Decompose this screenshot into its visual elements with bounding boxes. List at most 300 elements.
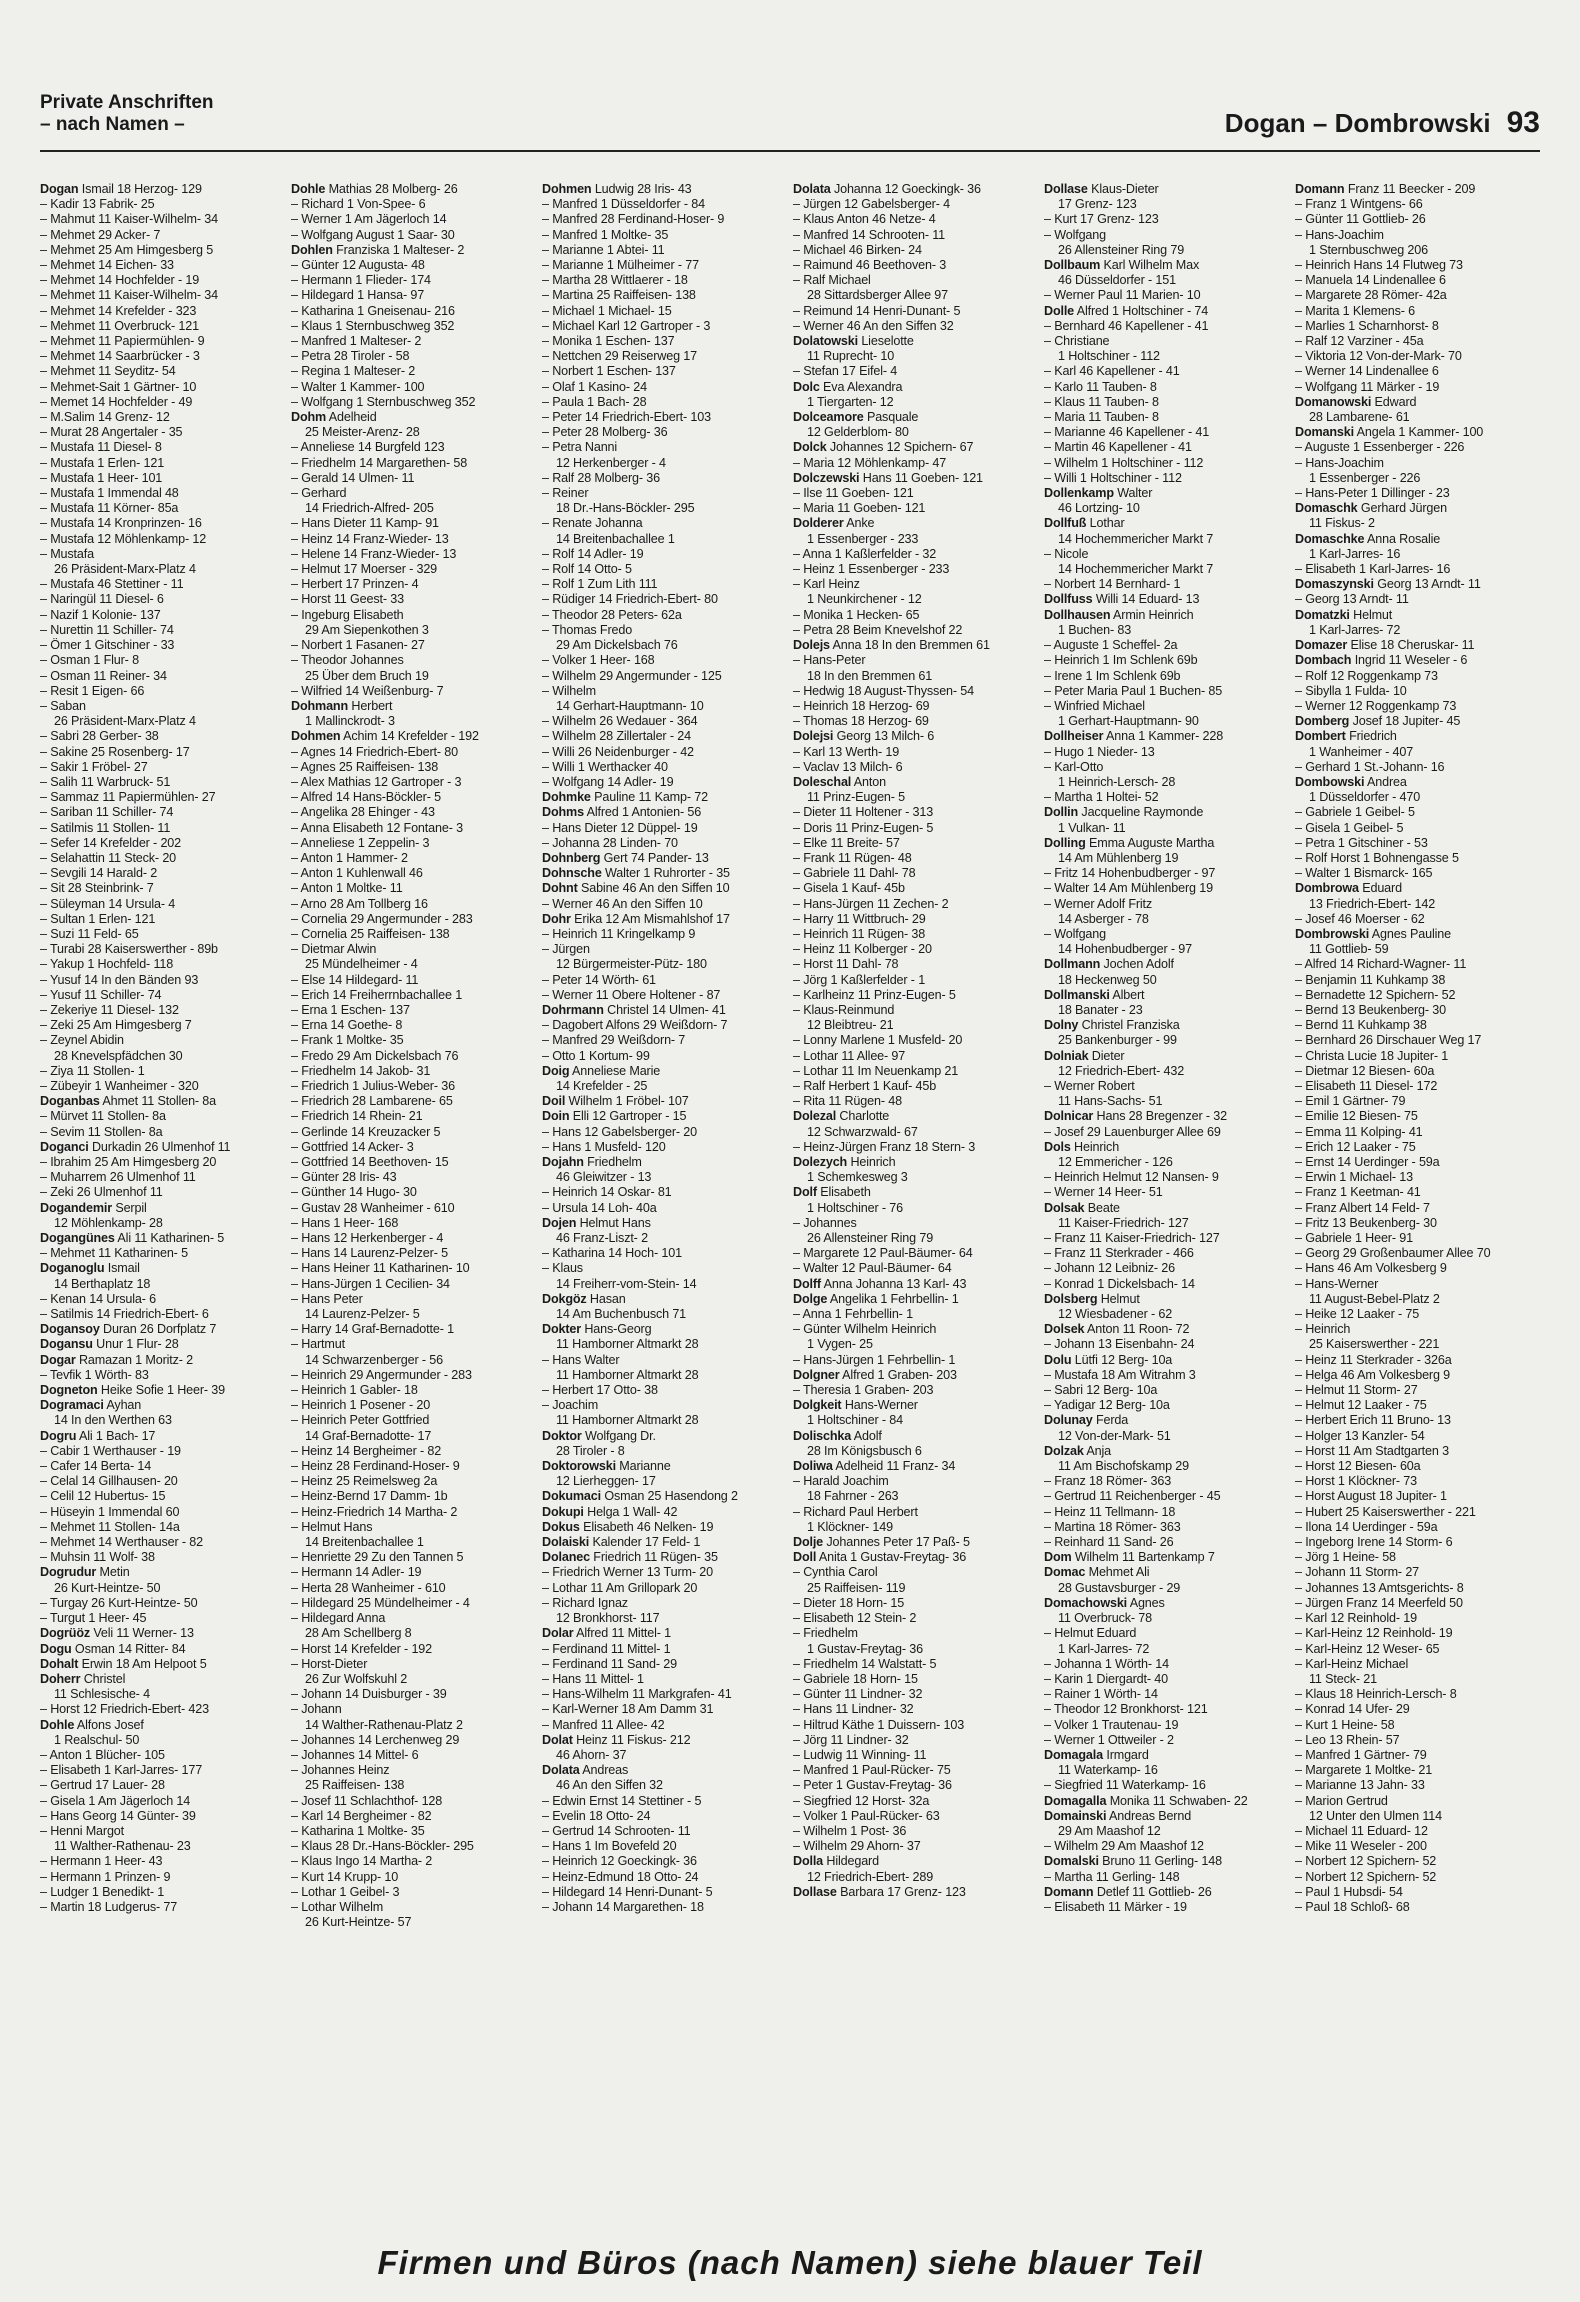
directory-entry: 11 Fiskus- 2 [1309, 516, 1375, 531]
surname: Doganbas [40, 1094, 100, 1109]
directory-entry: – Franz 1 Wintgens- 66 [1295, 197, 1423, 212]
directory-entry: – Selahattin 11 Steck- 20 [40, 850, 177, 865]
surname: Dolezal [793, 1109, 837, 1124]
directory-entry: – Walter 1 Kammer- 100 [291, 379, 425, 394]
directory-entry: – Norbert 12 Spichern- 52 [1295, 1869, 1437, 1884]
directory-entry: – Heinrich 1 Im Schlenk 69b [1044, 653, 1198, 668]
surname: Dolischka [793, 1428, 852, 1443]
directory-entry: Dolanec Friedrich 11 Rügen- 35 [542, 1550, 718, 1565]
directory-entry: – Horst 11 Geest- 33 [291, 592, 404, 607]
directory-entry: – Horst 12 Biesen- 60a [1295, 1459, 1421, 1474]
directory-entry: – Johanna 28 Linden- 70 [542, 835, 678, 850]
directory-entry: – Maria 11 Goeben- 121 [793, 501, 926, 516]
directory-entry: – Gertrud 17 Lauer- 28 [40, 1778, 165, 1793]
directory-entry: Dokgöz Hasan [542, 1291, 626, 1306]
directory-entry: – Klaus-Reinmund [793, 1002, 895, 1017]
header-rule [40, 150, 1540, 152]
directory-entry: – Karl-Heinz Michael [1295, 1656, 1409, 1671]
surname: Dokupi [542, 1504, 584, 1519]
surname: Dolatowski [793, 334, 858, 349]
surname: Dogru [40, 1428, 77, 1443]
directory-entry: – Henriette 29 Zu den Tannen 5 [291, 1550, 464, 1565]
directory-entry: Dolischka Adolf [793, 1428, 882, 1443]
surname: Dogneton [40, 1383, 98, 1398]
directory-entry: – Hans Dieter 11 Kamp- 91 [291, 516, 439, 531]
directory-entry: Dokter Hans-Georg [542, 1322, 652, 1337]
directory-entry: – Günter 12 Augusta- 48 [291, 258, 425, 273]
directory-entry: – Hedwig 18 August-Thyssen- 54 [793, 683, 975, 698]
page-number: 93 [1506, 106, 1540, 139]
directory-entry: Dolgkeit Hans-Werner [793, 1398, 918, 1413]
surname: Dokgöz [542, 1291, 587, 1306]
directory-entry: – Kurt 14 Krupp- 10 [291, 1869, 399, 1884]
surname: Dogu [40, 1641, 72, 1656]
directory-entry: – Hans-Peter 1 Dillinger - 23 [1295, 486, 1450, 501]
directory-entry: – Heinz 25 Reimelsweg 2a [291, 1474, 438, 1489]
surname: Dolje [793, 1535, 824, 1550]
directory-entry: 14 Breitenbachallee 1 [556, 531, 675, 546]
directory-entry: Dohr Erika 12 Am Mismahlshof 17 [542, 911, 730, 926]
directory-column [40, 182, 285, 2152]
directory-entry: 12 Schwarzwald- 67 [807, 1124, 918, 1139]
directory-entry: Doktorowski Marianne [542, 1459, 671, 1474]
directory-entry: – Manfred 1 Moltke- 35 [542, 227, 669, 242]
directory-entry: – Erich 14 Freiherrnbachallee 1 [291, 987, 463, 1002]
directory-entry: 12 Möhlenkamp- 28 [54, 1215, 163, 1230]
directory-entry: Dombrowski Agnes Pauline [1295, 926, 1452, 941]
directory-entry: – Josef 46 Moerser - 62 [1295, 911, 1425, 926]
surname: Dogandemir [40, 1200, 112, 1215]
surname: Dols [1044, 1139, 1071, 1154]
directory-entry: – Franz 11 Kaiser-Friedrich- 127 [1044, 1231, 1220, 1246]
directory-entry: Dohnsche Walter 1 Ruhrorter - 35 [542, 866, 730, 881]
surname: Dohalt [40, 1656, 79, 1671]
directory-entry: – Hans Dieter 12 Düppel- 19 [542, 820, 698, 835]
directory-entry: – Cabir 1 Werthauser - 19 [40, 1443, 181, 1458]
directory-entry: – Monika 1 Hecken- 65 [793, 607, 920, 622]
directory-entry: 11 Ruprecht- 10 [807, 349, 895, 364]
surname: Dolunay [1044, 1413, 1093, 1428]
directory-entry: – Mehmet 14 Hochfelder - 19 [40, 273, 200, 288]
directory-entry: – Arno 28 Am Tollberg 16 [291, 896, 428, 911]
directory-entry: – Harry 14 Graf-Bernadotte- 1 [291, 1322, 454, 1337]
directory-entry: – Dietmar Alwin [291, 942, 377, 957]
directory-entry: – Hermann 1 Flieder- 174 [291, 273, 431, 288]
directory-entry: – Klaus 1 Sternbuschweg 352 [291, 318, 455, 333]
directory-entry: 26 Kurt-Heintze- 57 [305, 1915, 412, 1930]
directory-entry: – Ilse 11 Goeben- 121 [793, 486, 914, 501]
surname: Domatzki [1295, 607, 1350, 622]
directory-entry: – Maria 11 Tauben- 8 [1044, 410, 1159, 425]
directory-entry: – Elisabeth 11 Diesel- 172 [1295, 1078, 1438, 1093]
directory-entry: – Auguste 1 Essenberger - 226 [1295, 440, 1465, 455]
directory-entry: 14 Schwarzenberger - 56 [305, 1352, 443, 1367]
directory-entry: – Mehmet 29 Acker- 7 [40, 227, 161, 242]
directory-entry: – M.Salim 14 Grenz- 12 [40, 410, 170, 425]
directory-entry: Dolejs Anna 18 In den Bremmen 61 [793, 638, 990, 653]
directory-entry: – Josef 29 Lauenburger Allee 69 [1044, 1124, 1221, 1139]
directory-entry: Dojahn Friedhelm [542, 1155, 642, 1169]
surname: Domanski [1295, 425, 1354, 440]
directory-entry: – Mustafa 11 Diesel- 8 [40, 440, 162, 455]
directory-entry: 29 Am Maashof 12 [1058, 1823, 1161, 1838]
directory-column [291, 182, 536, 2152]
directory-entry: – Anna Elisabeth 12 Fontane- 3 [291, 820, 463, 835]
directory-entry: – Olaf 1 Kasino- 24 [542, 379, 647, 394]
directory-entry: – Jörg 1 Heine- 58 [1295, 1550, 1396, 1565]
directory-entry: – Herbert 17 Prinzen- 4 [291, 577, 419, 592]
directory-entry: – Reiner [542, 486, 589, 501]
directory-entry: Dolata Andreas [542, 1763, 629, 1778]
directory-entry: 11 Hamborner Altmarkt 28 [556, 1413, 699, 1428]
directory-entry: – Walter 14 Am Mühlenberg 19 [1044, 881, 1213, 896]
surname: Dolderer [793, 516, 844, 531]
directory-entry: – Kadir 13 Fabrik- 25 [40, 197, 155, 212]
directory-entry: Dogansu Unur 1 Flur- 28 [40, 1337, 179, 1352]
surname: Dohm [291, 410, 327, 425]
surname: Dollfuß [1044, 516, 1087, 531]
directory-entry: Dokupi Helga 1 Wall- 42 [542, 1504, 678, 1519]
directory-entry: – Ernst 14 Uerdinger - 59a [1295, 1155, 1440, 1169]
directory-entry: – Manfred 1 Malteser- 2 [291, 334, 422, 349]
directory-entry: – Gisela 1 Am Jägerloch 14 [40, 1793, 191, 1808]
directory-entry: – Gerhard 1 St.-Johann- 16 [1295, 759, 1445, 774]
directory-entry: – Hermann 14 Adler- 19 [291, 1565, 422, 1580]
directory-entry: Doig Anneliese Marie [542, 1063, 661, 1078]
directory-entry: – Emma 11 Kolping- 41 [1295, 1124, 1423, 1139]
directory-entry: Domac Mehmet Ali [1044, 1565, 1150, 1580]
directory-entry: – Satilmis 14 Friedrich-Ebert- 6 [40, 1307, 209, 1322]
surname: Dolla [793, 1854, 824, 1869]
directory-entry: – Hans-Peter [793, 653, 866, 668]
surname: Domagala [1044, 1747, 1103, 1762]
directory-entry: 14 Friedrich-Alfred- 205 [305, 501, 434, 516]
directory-entry: – Rolf 14 Otto- 5 [542, 562, 632, 577]
directory-entry: – Karl 46 Kapellener - 41 [1044, 364, 1180, 379]
directory-entry: – Mehmet 14 Eichen- 33 [40, 258, 174, 273]
directory-entry: – Lothar 11 Im Neuenkamp 21 [793, 1063, 959, 1078]
directory-entry: 25 Raiffeisen- 119 [807, 1580, 906, 1595]
surname: Doil [542, 1094, 566, 1109]
directory-entry: 1 Karl-Jarres- 72 [1309, 622, 1401, 637]
directory-entry: 14 Berthaplatz 18 [54, 1276, 151, 1291]
surname: Dombrowski [1295, 926, 1370, 941]
section-title [40, 92, 214, 136]
directory-entry: – Heinrich 18 Herzog- 69 [793, 698, 930, 713]
directory-entry: – Mustafa 11 Körner- 85a [40, 501, 179, 516]
directory-entry: – Nazif 1 Kolonie- 137 [40, 607, 161, 622]
directory-entry: Dollbaum Karl Wilhelm Max [1044, 258, 1200, 273]
directory-entry: – Agnes 25 Raiffeisen- 138 [291, 759, 439, 774]
directory-entry: Doganci Durkadin 26 Ulmenhof 11 [40, 1139, 231, 1154]
directory-entry: Domagalla Monika 11 Schwaben- 22 [1044, 1793, 1248, 1808]
surname: Doin [542, 1109, 570, 1124]
directory-entry: – Lothar 11 Allee- 97 [793, 1048, 906, 1063]
directory-entry: – Peter 28 Molberg- 36 [542, 425, 668, 440]
directory-entry: – Sariban 11 Schiller- 74 [40, 805, 174, 820]
directory-entry: Dolge Angelika 1 Fehrbellin- 1 [793, 1291, 959, 1306]
directory-entry: – Yusuf 11 Schiller- 74 [40, 987, 162, 1002]
directory-entry: 11 Overbruck- 78 [1058, 1611, 1152, 1626]
directory-entry: – Peter 14 Friedrich-Ebert- 103 [542, 410, 711, 425]
directory-entry: 1 Realschul- 50 [54, 1732, 140, 1747]
directory-entry: – Peter Maria Paul 1 Buchen- 85 [1044, 683, 1223, 698]
directory-entry: – Zeki 25 Am Himgesberg 7 [40, 1018, 192, 1033]
directory-entry: – Franz 1 Keetman- 41 [1295, 1185, 1421, 1200]
directory-entry: – Hans Peter [291, 1291, 363, 1306]
directory-entry: – Heinz-Bernd 17 Damm- 1b [291, 1489, 448, 1504]
directory-entry: – Michael Karl 12 Gartroper - 3 [542, 318, 711, 333]
directory-entry: 1 Heinrich-Lersch- 28 [1058, 774, 1176, 789]
directory-entry: – Hans Georg 14 Günter- 39 [40, 1808, 196, 1823]
directory-entry: – Wolfgang 11 Märker - 19 [1295, 379, 1440, 394]
directory-entry: – Petra 28 Beim Knevelshof 22 [793, 622, 963, 637]
directory-entry: – Peter 1 Gustav-Freytag- 36 [793, 1778, 952, 1793]
directory-entry: – Dieter 11 Holtener - 313 [793, 805, 934, 820]
directory-entry: – Hans 46 Am Volkesberg 9 [1295, 1261, 1447, 1276]
directory-entry: Dom Wilhelm 11 Bartenkamp 7 [1044, 1550, 1215, 1565]
directory-entry: – Johannes 13 Amtsgerichts- 8 [1295, 1580, 1464, 1595]
directory-entry: – Hans 12 Herkenberger - 4 [291, 1231, 444, 1246]
directory-entry: Dolaiski Kalender 17 Feld- 1 [542, 1535, 701, 1550]
directory-entry: – Friedhelm 14 Jakob- 31 [291, 1063, 431, 1078]
directory-entry: – Friedhelm [793, 1626, 858, 1641]
directory-entry: – Helmut 11 Storm- 27 [1295, 1383, 1418, 1398]
directory-entry: 1 Wanheimer - 407 [1309, 744, 1414, 759]
directory-entry: 14 Breitenbachallee 1 [305, 1535, 424, 1550]
directory-entry: – Ingeborg Irene 14 Storm- 6 [1295, 1535, 1453, 1550]
directory-entry: – Horst 14 Krefelder - 192 [291, 1641, 433, 1656]
directory-entry: – Kurt 17 Grenz- 123 [1044, 212, 1159, 227]
directory-entry: – Wilhelm 29 Am Maashof 12 [1044, 1839, 1204, 1854]
surname: Dolata [542, 1763, 580, 1778]
directory-entry: – Willi 1 Werthacker 40 [542, 759, 668, 774]
directory-entry: 14 Krefelder - 25 [556, 1078, 648, 1093]
directory-entry: – Rolf 14 Adler- 19 [542, 546, 644, 561]
directory-entry: Dollmann Jochen Adolf [1044, 957, 1174, 972]
directory-entry: – Theresia 1 Graben- 203 [793, 1383, 934, 1398]
directory-entry: – Mehmet 14 Saarbrücker - 3 [40, 349, 200, 364]
directory-entry: – Frank 1 Moltke- 35 [291, 1033, 404, 1048]
directory-entry: – Ralf 12 Varziner - 45a [1295, 334, 1424, 349]
surname: Dombowski [1295, 774, 1365, 789]
surname: Domann [1295, 182, 1345, 196]
directory-entry: – Johann [291, 1702, 342, 1717]
directory-entry: Dogangünes Ali 11 Katharinen- 5 [40, 1231, 225, 1246]
directory-entry: Dogrudur Metin [40, 1565, 130, 1580]
directory-entry: – Heinz 1 Essenberger - 233 [793, 562, 950, 577]
directory-entry: – Margarete 12 Paul-Bäumer- 64 [793, 1246, 973, 1261]
directory-entry: 18 Dr.-Hans-Böckler- 295 [556, 501, 695, 516]
directory-entry: – Heinrich 29 Angermunder - 283 [291, 1367, 472, 1382]
directory-entry: – Renate Johanna [542, 516, 643, 531]
directory-entry: 1 Holtschiner - 76 [807, 1200, 903, 1215]
directory-entry: Dolczewski Hans 11 Goeben- 121 [793, 470, 983, 485]
directory-entry: – Mürvet 11 Stollen- 8a [40, 1109, 166, 1124]
directory-entry: – Nicole [1044, 546, 1089, 561]
directory-entry: – Sevgili 14 Harald- 2 [40, 866, 158, 881]
directory-entry: – Heinz 14 Bergheimer - 82 [291, 1443, 442, 1458]
directory-entry: – Georg 13 Arndt- 11 [1295, 592, 1409, 607]
directory-entry: – Turgut 1 Heer- 45 [40, 1611, 147, 1626]
directory-entry: – Ziya 11 Stollen- 1 [40, 1063, 145, 1078]
directory-entry: – Paul 18 Schloß- 68 [1295, 1899, 1410, 1914]
directory-entry: – Karl Heinz [793, 577, 860, 592]
directory-entry: Dohnberg Gert 74 Pander- 13 [542, 850, 709, 865]
directory-entry: Dolunay Ferda [1044, 1413, 1129, 1428]
directory-entry: – Wolfgang [1044, 926, 1106, 941]
directory-entry: Dogru Ali 1 Bach- 17 [40, 1428, 156, 1443]
surname: Dolczewski [793, 470, 860, 485]
directory-entry: 14 Walther-Rathenau-Platz 2 [305, 1717, 463, 1732]
directory-entry: – Heike 12 Laaker - 75 [1295, 1307, 1420, 1322]
directory-entry: 1 Tiergarten- 12 [807, 394, 894, 409]
directory-entry: 46 An den Siffen 32 [556, 1778, 663, 1793]
directory-entry: 18 Heckenweg 50 [1058, 972, 1157, 987]
directory-entry: – Stefan 17 Eifel- 4 [793, 364, 898, 379]
directory-entry: Dolata Johanna 12 Goeckingk- 36 [793, 182, 981, 196]
directory-entry: – Marion Gertrud [1295, 1793, 1388, 1808]
directory-entry: – Anneliese 1 Zeppelin- 3 [291, 835, 430, 850]
surname: Dolc [793, 379, 820, 394]
directory-entry: 29 Am Dickelsbach 76 [556, 638, 678, 653]
directory-entry: – Ludwig 11 Winning- 11 [793, 1747, 927, 1762]
directory-entry: 25 Bankenburger - 99 [1058, 1033, 1177, 1048]
directory-entry: – Osman 1 Flur- 8 [40, 653, 139, 668]
directory-entry: – Sakir 1 Fröbel- 27 [40, 759, 148, 774]
directory-entry: 11 Gottlieb- 59 [1309, 942, 1389, 957]
directory-entry: Dokus Elisabeth 46 Nelken- 19 [542, 1519, 714, 1534]
directory-entry: – Norbert 1 Fasanen- 27 [291, 638, 425, 653]
directory-entry: 12 Bürgermeister-Pütz- 180 [556, 957, 707, 972]
directory-entry: – Turgay 26 Kurt-Heintze- 50 [40, 1595, 198, 1610]
directory-entry: – Hans 11 Mittel- 1 [542, 1671, 644, 1686]
directory-entry: Doll Anita 1 Gustav-Freytag- 36 [793, 1550, 967, 1565]
directory-entry: – Mustafa 14 Kronprinzen- 16 [40, 516, 202, 531]
directory-entry: Domalski Bruno 11 Gerling- 148 [1044, 1854, 1222, 1869]
directory-entry: – Marianne 46 Kapellener - 41 [1044, 425, 1210, 440]
directory-entry: 1 Buchen- 83 [1058, 622, 1132, 637]
directory-entry: 25 Kaiserswerther - 221 [1309, 1337, 1440, 1352]
directory-entry: 1 Vygen- 25 [807, 1337, 873, 1352]
directory-entry: 14 Am Buchenbusch 71 [556, 1307, 687, 1322]
directory-entry: – Hiltrud Käthe 1 Duissern- 103 [793, 1717, 965, 1732]
directory-entry: – Marita 1 Klemens- 6 [1295, 303, 1416, 318]
directory-entry: – Irene 1 Im Schlenk 69b [1044, 668, 1181, 683]
directory-entry: – Sammaz 11 Papiermühlen- 27 [40, 790, 216, 805]
directory-entry: – Anna 1 Kaßlerfelder - 32 [793, 546, 937, 561]
directory-entry: 12 Herkenberger - 4 [556, 455, 666, 470]
surname: Domanowski [1295, 394, 1372, 409]
directory-entry: – Wilhelm 29 Angermunder - 125 [542, 668, 722, 683]
directory-entry: – Regina 1 Malteser- 2 [291, 364, 416, 379]
surname: Dokter [542, 1322, 581, 1337]
directory-entry: – Heinrich Helmut 12 Nansen- 9 [1044, 1170, 1219, 1185]
directory-entry: Dohle Mathias 28 Molberg- 26 [291, 182, 458, 196]
directory-entry: 1 Holtschiner - 84 [807, 1413, 903, 1428]
directory-entry: – Lothar Wilhelm [291, 1899, 384, 1914]
directory-entry: 14 Hohenbudberger - 97 [1058, 942, 1192, 957]
directory-entry: – Konrad 1 Dickelsbach- 14 [1044, 1276, 1195, 1291]
directory-entry: Dollenkamp Walter [1044, 486, 1153, 501]
directory-entry: – Heinz 11 Kolberger - 20 [793, 942, 932, 957]
directory-entry: – Erna 14 Goethe- 8 [291, 1018, 403, 1033]
directory-entry: – Manfred 14 Schrooten- 11 [793, 227, 945, 242]
directory-entry: – Hildegard 14 Henri-Dunant- 5 [542, 1884, 713, 1899]
directory-entry: – Manfred 1 Paul-Rücker- 75 [793, 1763, 951, 1778]
surname: Dombach [1295, 653, 1352, 668]
directory-entry: – Herbert 17 Otto- 38 [542, 1383, 658, 1398]
surname: Domann [1044, 1884, 1094, 1899]
surname: Dolsek [1044, 1322, 1085, 1337]
surname: Dogrüöz [40, 1626, 91, 1641]
surname: Doganoglu [40, 1261, 105, 1276]
directory-entry: Domazer Elise 18 Cheruskar- 11 [1295, 638, 1475, 653]
directory-entry: – Heinz-Jürgen Franz 18 Stern- 3 [793, 1139, 976, 1154]
directory-entry: – Werner 46 An den Siffen 32 [793, 318, 954, 333]
directory-entry: – Elisabeth 1 Karl-Jarres- 16 [1295, 562, 1451, 577]
name-range-text: Dogan – Dombrowski [1224, 108, 1491, 138]
directory-entry: – Reinhard 11 Sand- 26 [1044, 1535, 1174, 1550]
surname: Dolu [1044, 1352, 1072, 1367]
directory-entry: Dohlen Franziska 1 Malteser- 2 [291, 242, 465, 257]
surname: Dombrowa [1295, 881, 1359, 896]
directory-entry: – Anneliese 14 Burgfeld 123 [291, 440, 445, 455]
directory-entry: – Henni Margot [40, 1823, 125, 1838]
surname: Doktor [542, 1428, 582, 1443]
surname: Doig [542, 1063, 570, 1078]
directory-entry: 12 Friedrich-Ebert- 289 [807, 1869, 934, 1884]
directory-entry: Domaszynski Georg 13 Arndt- 11 [1295, 577, 1481, 592]
directory-entry: – Mehmet 14 Krefelder - 323 [40, 303, 197, 318]
directory-entry: 1 Schemkesweg 3 [807, 1170, 908, 1185]
directory-entry: 28 Tiroler - 8 [556, 1443, 625, 1458]
directory-entry: – Johann 13 Eisenbahn- 24 [1044, 1337, 1195, 1352]
surname: Dohr [542, 911, 571, 926]
directory-entry: – Helmut 17 Moerser - 329 [291, 562, 438, 577]
directory-entry: 46 Ahorn- 37 [556, 1747, 627, 1762]
directory-entry: Dolatowski Lieselotte [793, 334, 914, 349]
surname: Doleschal [793, 774, 852, 789]
directory-entry: Dombrowa Eduard [1295, 881, 1402, 896]
directory-entry: – Memet 14 Hochfelder - 49 [40, 394, 193, 409]
directory-entry: 1 Vulkan- 11 [1058, 820, 1126, 835]
directory-entry: – Richard Paul Herbert [793, 1504, 918, 1519]
directory-entry: – Hans-Werner [1295, 1276, 1379, 1291]
directory-entry: – Yusuf 14 In den Bänden 93 [40, 972, 199, 987]
directory-entry: Domagala Irmgard [1044, 1747, 1149, 1762]
directory-entry: – Gottfried 14 Beethoven- 15 [291, 1155, 449, 1169]
directory-entry: – Martha 11 Gerling- 148 [1044, 1869, 1180, 1884]
directory-entry: – Fritz 14 Hohenbudberger - 97 [1044, 866, 1216, 881]
directory-entry: 1 Neunkirchener - 12 [807, 592, 922, 607]
surname: Dohmen [291, 729, 341, 744]
directory-entry: – Otto 1 Kortum- 99 [542, 1048, 650, 1063]
directory-entry: – Murat 28 Angertaler - 35 [40, 425, 183, 440]
directory-entry: 46 Düsseldorfer - 151 [1058, 273, 1176, 288]
directory-entry: 28 Am Schellberg 8 [305, 1626, 412, 1641]
directory-entry: Domann Detlef 11 Gottlieb- 26 [1044, 1884, 1212, 1899]
directory-entry: – Gerald 14 Ulmen- 11 [291, 470, 415, 485]
directory-entry: – Horst 11 Am Stadtgarten 3 [1295, 1443, 1449, 1458]
directory-entry: – Anton 1 Moltke- 11 [291, 881, 403, 896]
directory-entry: – Paula 1 Bach- 28 [542, 394, 647, 409]
directory-entry: – Johanna 1 Wörth- 14 [1044, 1656, 1169, 1671]
directory-entry: – Friedrich 14 Rhein- 21 [291, 1109, 423, 1124]
surname: Dolge [793, 1291, 828, 1306]
directory-entry: 18 Banater - 23 [1058, 1002, 1143, 1017]
directory-entry: Domann Franz 11 Beecker - 209 [1295, 182, 1476, 196]
